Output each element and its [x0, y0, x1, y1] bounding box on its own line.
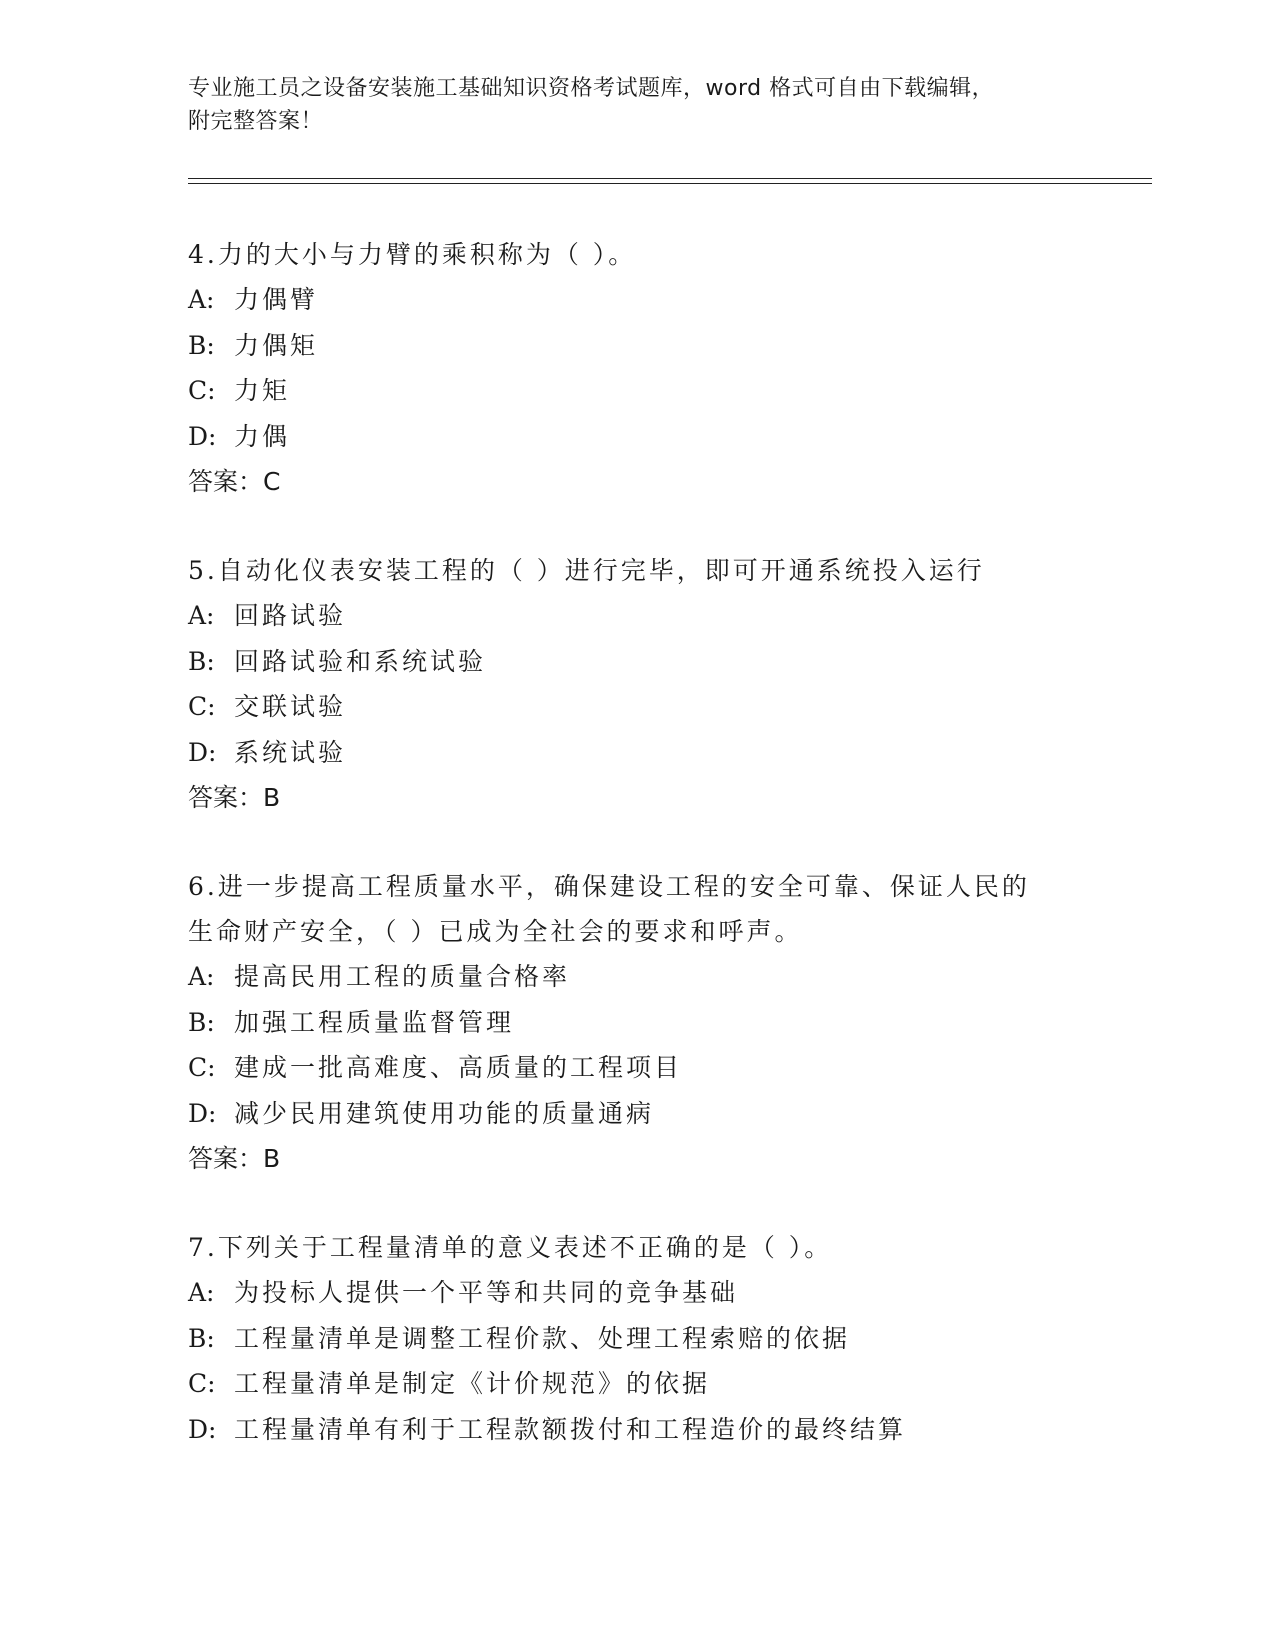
option-key: D: [188, 737, 217, 767]
option-key: B: [188, 1007, 215, 1037]
option-c [188, 1045, 1088, 1091]
option-text: 建成一批高难度、高质量的工程项目 [234, 1053, 683, 1082]
option-key: B: [188, 646, 215, 676]
option-b [188, 1316, 1088, 1362]
option-text: 工程量清单有利于工程款额拨付和工程造价的最终结算 [234, 1414, 907, 1444]
option-d [188, 414, 1088, 460]
option-text: 工程量清单是制定《计价规范》的依据 [234, 1369, 711, 1398]
option-key: B: [188, 1323, 215, 1353]
option-text: 力偶臂 [234, 285, 319, 314]
option-key: A: [188, 1278, 215, 1307]
option-b [188, 323, 1088, 369]
option-text: 力矩 [234, 376, 291, 405]
option-key: C: [188, 376, 216, 405]
option-b [188, 1000, 1088, 1046]
option-key: B: [188, 330, 215, 360]
question-stem-continued: 生命财产安全，（ ）已成为全社会的要求和呼声。 [188, 917, 803, 946]
question-stem: 4.力的大小与力臂的乘积称为（ ）。 [188, 240, 637, 269]
option-key: A: [188, 285, 215, 314]
option-key: A: [188, 962, 215, 991]
option-key: A: [188, 601, 215, 630]
question-6 [188, 864, 1088, 1181]
option-key: C: [188, 1369, 216, 1398]
option-key: C: [188, 1053, 216, 1082]
option-text: 加强工程质量监督管理 [234, 1007, 515, 1037]
header-line-1: 专业施工员之设备安装施工基础知识资格考试题库，word 格式可自由下载编辑， [188, 76, 995, 101]
option-c [188, 1361, 1088, 1407]
question-7 [188, 1225, 1088, 1452]
option-text: 减少民用建筑使用功能的质量通病 [234, 1098, 655, 1128]
document-header [188, 72, 1088, 138]
option-text: 力偶矩 [234, 330, 319, 360]
answer-line: 答案：C [188, 467, 281, 496]
option-text: 回路试验 [234, 601, 347, 630]
option-d [188, 730, 1088, 776]
option-c [188, 368, 1088, 414]
option-a [188, 593, 1088, 639]
option-a [188, 954, 1088, 1000]
option-key: D: [188, 1414, 217, 1444]
question-5 [188, 548, 1088, 820]
option-text: 工程量清单是调整工程价款、处理工程索赔的依据 [234, 1323, 851, 1353]
option-key: C: [188, 692, 216, 721]
option-text: 力偶 [234, 421, 291, 451]
option-b [188, 639, 1088, 685]
question-stem: 6.进一步提高工程质量水平，确保建设工程的安全可靠、保证人民的 [188, 872, 1030, 901]
option-text: 提高民用工程的质量合格率 [234, 962, 571, 991]
question-stem: 7.下列关于工程量清单的意义表述不正确的是（ ）。 [188, 1233, 833, 1262]
question-4 [188, 232, 1088, 504]
option-text: 回路试验和系统试验 [234, 646, 487, 676]
option-d [188, 1091, 1088, 1137]
option-a [188, 1270, 1088, 1316]
header-divider-top [188, 178, 1152, 179]
question-stem: 5.自动化仪表安装工程的（ ）进行完毕，即可开通系统投入运行 [188, 556, 985, 585]
option-d [188, 1407, 1088, 1453]
option-text: 系统试验 [234, 737, 347, 767]
option-a [188, 277, 1088, 323]
option-text: 为投标人提供一个平等和共同的竞争基础 [234, 1278, 739, 1307]
option-text: 交联试验 [234, 692, 347, 721]
option-key: D: [188, 1098, 217, 1128]
header-divider-bottom [188, 183, 1152, 184]
option-key: D: [188, 421, 217, 451]
header-line-2: 附完整答案！ [188, 109, 324, 134]
answer-line: 答案：B [188, 783, 281, 812]
answer-line: 答案：B [188, 1144, 281, 1173]
option-c [188, 684, 1088, 730]
